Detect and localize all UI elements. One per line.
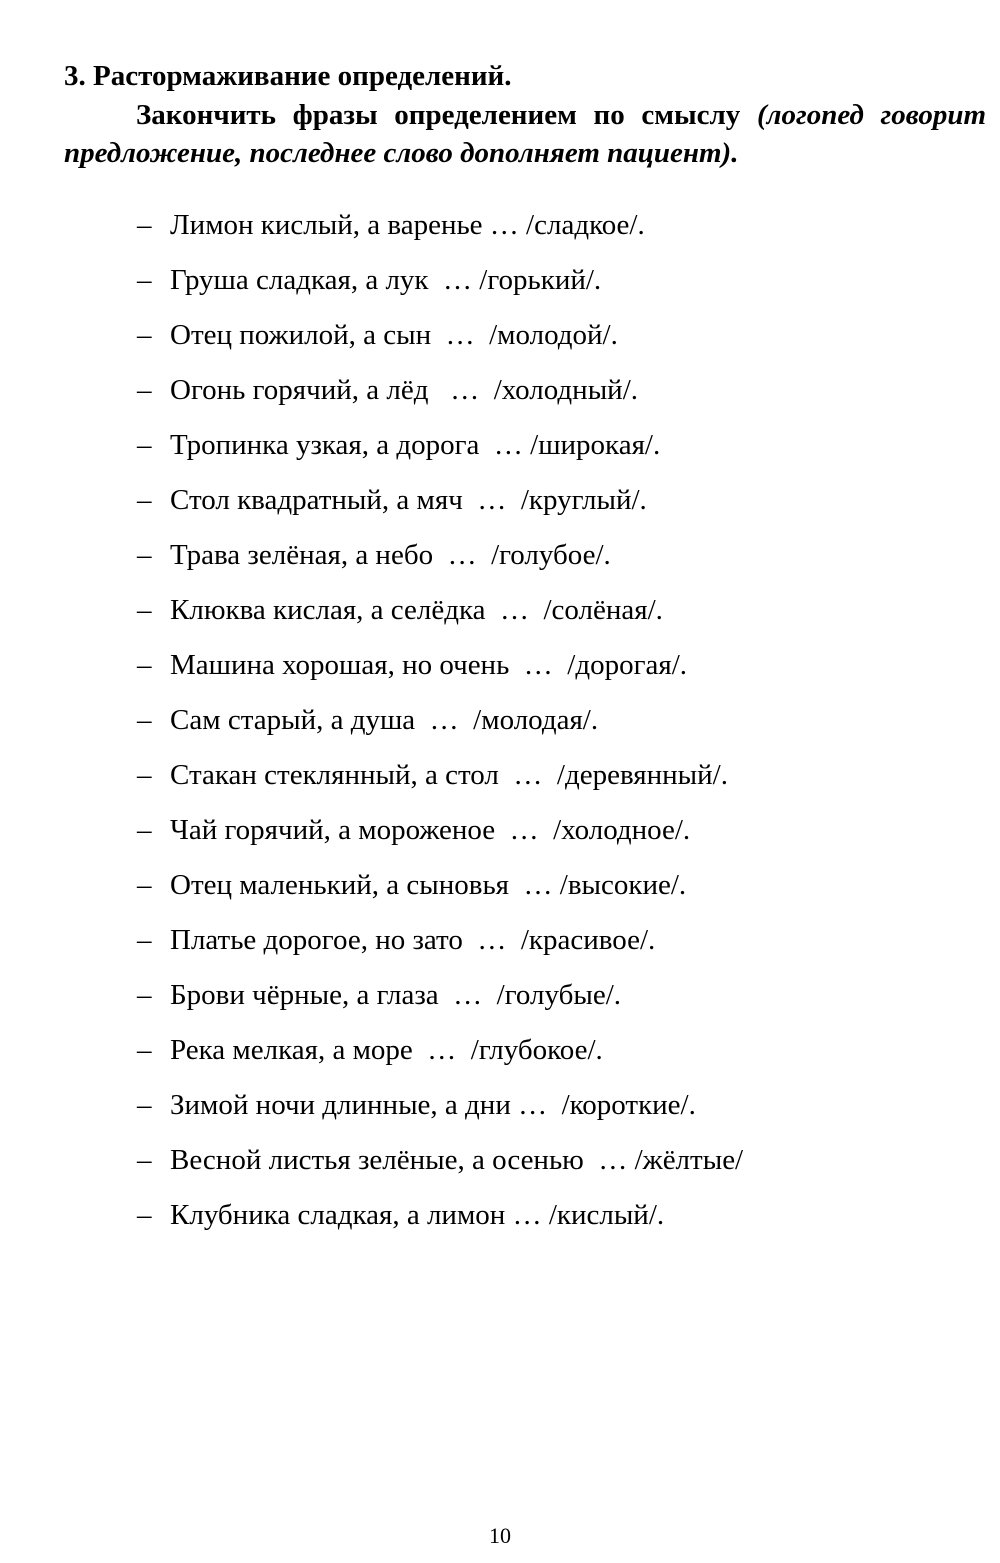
list-item-text: Река мелкая, а море … /глубокое/. (170, 1034, 603, 1066)
list-item-text: Весной листья зелёные, а осенью … /жёлтые/ (170, 1144, 744, 1176)
list-item (137, 589, 743, 644)
list-dash: – (137, 374, 152, 406)
list-dash: – (137, 1089, 152, 1121)
list-item (137, 864, 743, 919)
list-item-text: Отец пожилой, а сын … /молодой/. (170, 319, 618, 351)
list-item (137, 369, 743, 424)
list-dash: – (137, 759, 152, 791)
list-dash: – (137, 1034, 152, 1066)
list-item-text: Тропинка узкая, а дорога … /широкая/. (170, 429, 661, 461)
instruction-text: Закончить фразы определением по смыслу (136, 99, 741, 131)
list-item (137, 479, 743, 534)
list-item-text: Трава зелёная, а небо … /голубое/. (170, 539, 611, 571)
list-dash: – (137, 209, 152, 241)
list-dash: – (137, 979, 152, 1011)
instruction-note: (логопед говорит предложение, последнее слово дополняет пациент). (64, 99, 987, 169)
list-dash: – (137, 814, 152, 846)
list-item-text: Клюква кислая, а селёдка … /солёная/. (170, 594, 663, 626)
list-item-text: Зимой ночи длинные, а дни … /короткие/. (170, 1089, 696, 1121)
list-dash: – (137, 429, 152, 461)
list-item-text: Огонь горячий, а лёд … /холодный/. (170, 374, 639, 406)
list-item (137, 259, 743, 314)
list-item-text: Клубника сладкая, а лимон … /кислый/. (170, 1199, 665, 1231)
list-item (137, 974, 743, 1029)
list-item (137, 644, 743, 699)
list-item (137, 1084, 743, 1139)
list-item-text: Отец маленький, а сыновья … /высокие/. (170, 869, 687, 901)
list-item-text: Стол квадратный, а мяч … /круглый/. (170, 484, 647, 516)
list-dash: – (137, 924, 152, 956)
list-item-text: Лимон кислый, а варенье … /сладкое/. (170, 209, 645, 241)
list-item (137, 919, 743, 974)
list-dash: – (137, 319, 152, 351)
list-item (137, 204, 743, 259)
list-item (137, 424, 743, 479)
list-item (137, 1029, 743, 1084)
section-heading: 3. Растормаживание определений. (64, 60, 512, 92)
list-dash: – (137, 649, 152, 681)
list-item (137, 699, 743, 754)
list-dash: – (137, 704, 152, 736)
page-number: 10 (489, 1523, 511, 1548)
instruction-paragraph (64, 96, 986, 172)
list-dash: – (137, 1144, 152, 1176)
list-dash: – (137, 869, 152, 901)
list-item-text: Брови чёрные, а глаза … /голубые/. (170, 979, 622, 1011)
list-item-text: Сам старый, а душа … /молодая/. (170, 704, 599, 736)
list-dash: – (137, 539, 152, 571)
list-item (137, 1194, 743, 1249)
list-dash: – (137, 1199, 152, 1231)
list-item-text: Груша сладкая, а лук … /горький/. (170, 264, 602, 296)
list-item (137, 314, 743, 369)
list-item (137, 1139, 743, 1194)
list-item-text: Платье дорогое, но зато … /красивое/. (170, 924, 656, 956)
list-item-text: Чай горячий, а мороженое … /холодное/. (170, 814, 691, 846)
list-item (137, 754, 743, 809)
phrase-list (137, 204, 743, 1249)
list-item-text: Машина хорошая, но очень … /дорогая/. (170, 649, 688, 681)
list-item (137, 534, 743, 589)
list-dash: – (137, 484, 152, 516)
list-dash: – (137, 264, 152, 296)
list-dash: – (137, 594, 152, 626)
list-item-text: Стакан стеклянный, а стол … /деревянный/. (170, 759, 728, 791)
list-item (137, 809, 743, 864)
